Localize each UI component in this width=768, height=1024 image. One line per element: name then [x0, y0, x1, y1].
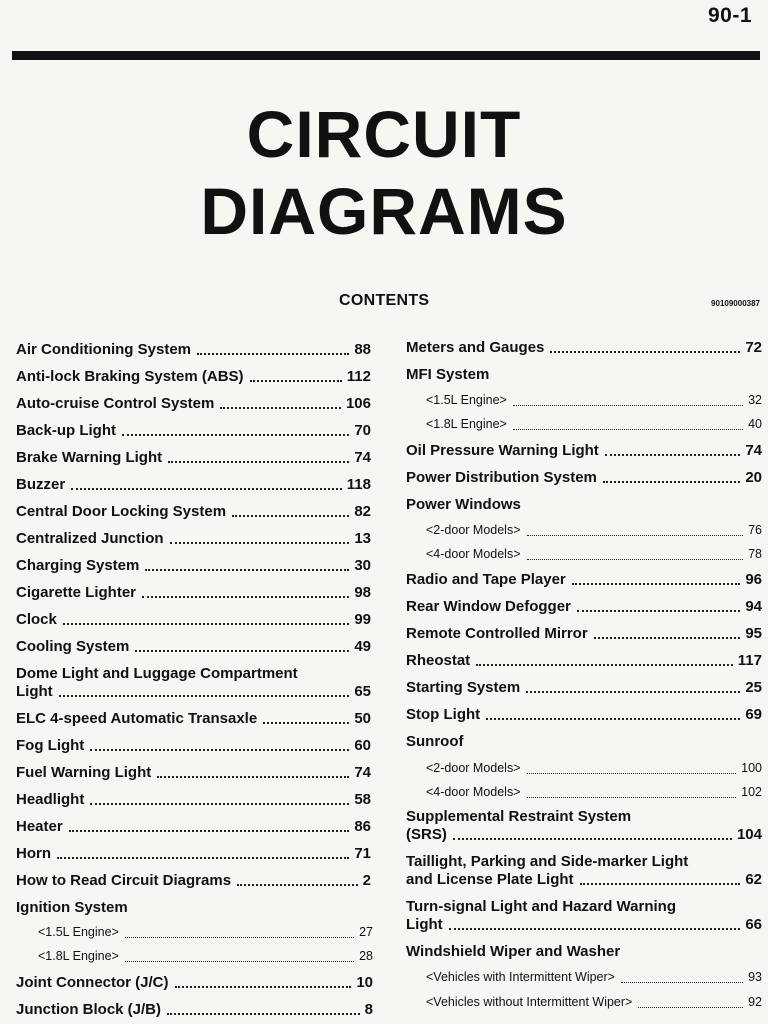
dot-leader [90, 803, 349, 805]
toc-entry-dome-light-line1[interactable]: Dome Light and Luggage Compartment [16, 665, 298, 682]
entry-page: 82 [354, 503, 371, 520]
toc-entry-sunroof-2door[interactable] [426, 759, 762, 777]
dot-leader [135, 650, 349, 652]
entry-label: Heater [16, 818, 63, 835]
dot-leader [513, 405, 743, 406]
toc-entry-sunroof-4door[interactable] [426, 783, 762, 801]
toc-entry-headlight[interactable] [16, 791, 371, 809]
entry-page: 102 [741, 785, 762, 799]
entry-page: 74 [354, 764, 371, 781]
toc-entry-taillight-line1[interactable]: Taillight, Parking and Side-marker Light [406, 853, 689, 870]
dot-leader [59, 695, 350, 697]
toc-entry-abs[interactable] [16, 368, 371, 386]
toc-entry-srs-line1[interactable]: Supplemental Restraint System [406, 808, 632, 825]
entry-page: 76 [748, 523, 762, 537]
entry-page: 92 [748, 995, 762, 1009]
entry-page: 100 [741, 761, 762, 775]
entry-page: 2 [362, 872, 371, 889]
toc-entry-horn[interactable] [16, 845, 371, 863]
entry-label: (SRS) [406, 826, 447, 843]
dot-leader [453, 838, 732, 840]
entry-label: Junction Block (J/B) [16, 1001, 162, 1018]
dot-leader [232, 515, 349, 517]
toc-entry-turn-signal-line1[interactable]: Turn-signal Light and Hazard Warning [406, 898, 676, 915]
entry-page: 118 [346, 476, 371, 493]
entry-page: 104 [736, 826, 762, 843]
entry-page: 74 [745, 442, 762, 459]
entry-page: 78 [748, 547, 762, 561]
dot-leader [157, 776, 349, 778]
entry-label: Back-up Light [16, 422, 116, 439]
toc-heading-ignition: Ignition System [16, 899, 128, 916]
dot-leader [197, 353, 349, 355]
entry-page: 106 [345, 395, 371, 412]
entry-page: 30 [354, 557, 371, 574]
dot-leader [486, 718, 740, 720]
dot-leader [71, 488, 342, 490]
toc-entry-charging[interactable] [16, 557, 371, 575]
entry-page: 20 [745, 469, 762, 486]
entry-page: 32 [748, 393, 762, 407]
dot-leader [638, 1007, 743, 1008]
entry-label: Remote Controlled Mirror [406, 625, 588, 642]
toc-entry-fog-light[interactable] [16, 737, 371, 755]
dot-leader [122, 434, 349, 436]
entry-page: 86 [354, 818, 371, 835]
dot-leader [263, 722, 349, 724]
entry-label: <2-door Models> [426, 523, 521, 537]
toc-entry-power-distribution[interactable] [406, 469, 762, 487]
toc-entry-junction-block[interactable] [16, 1001, 373, 1019]
toc-entry-radio[interactable] [406, 571, 762, 589]
contents-heading: CONTENTS [339, 292, 430, 309]
entry-label: Meters and Gauges [406, 339, 545, 356]
toc-entry-how-to-read[interactable] [16, 872, 371, 890]
entry-label: Central Door Locking System [16, 503, 227, 520]
entry-page: 71 [354, 845, 371, 862]
entry-label: Power Distribution System [406, 469, 597, 486]
dot-leader [63, 623, 349, 625]
toc-entry-wiper-no-intermittent[interactable] [426, 993, 762, 1011]
dot-leader [550, 351, 740, 353]
toc-entry-turn-signal[interactable] [406, 916, 762, 934]
entry-label: Rear Window Defogger [406, 598, 571, 615]
toc-entry-taillight[interactable] [406, 871, 762, 889]
entry-page: 70 [354, 422, 371, 439]
entry-page: 95 [745, 625, 762, 642]
entry-page: 49 [354, 638, 371, 655]
entry-label: Cigarette Lighter [16, 584, 137, 601]
entry-page: 60 [354, 737, 371, 754]
toc-entry-wiper-intermittent[interactable] [426, 968, 762, 986]
toc-entry-rheostat[interactable] [406, 652, 762, 670]
dot-leader [527, 773, 737, 774]
entry-label: How to Read Circuit Diagrams [16, 872, 232, 889]
toc-entry-buzzer[interactable] [16, 476, 371, 494]
document-code: 90109000387 [711, 299, 760, 308]
toc-entry-backup-light[interactable] [16, 422, 371, 440]
toc-entry-pw-2door[interactable] [426, 521, 762, 539]
entry-page: 96 [745, 571, 762, 588]
toc-entry-clock[interactable] [16, 611, 371, 629]
entry-label: <1.5L Engine> [426, 393, 507, 407]
entry-label: <1.8L Engine> [426, 417, 507, 431]
dot-leader [527, 535, 744, 536]
entry-page: 13 [354, 530, 371, 547]
entry-label: Charging System [16, 557, 140, 574]
entry-page: 69 [745, 706, 762, 723]
entry-page: 58 [354, 791, 371, 808]
entry-page: 25 [745, 679, 762, 696]
entry-page: 28 [359, 949, 373, 963]
toc-entry-cigarette-lighter[interactable] [16, 584, 371, 602]
toc-entry-cooling[interactable] [16, 638, 371, 656]
dot-leader [167, 1013, 360, 1015]
toc-entry-heater[interactable] [16, 818, 371, 836]
toc-entry-mfi-15[interactable] [426, 391, 762, 409]
entry-label: Air Conditioning System [16, 341, 192, 358]
entry-page: 72 [745, 339, 762, 356]
entry-label: Oil Pressure Warning Light [406, 442, 599, 459]
entry-page: 74 [354, 449, 371, 466]
dot-leader [603, 481, 740, 483]
entry-page: 88 [354, 341, 371, 358]
dot-leader [168, 461, 349, 463]
toc-entry-joint-connector[interactable] [16, 974, 373, 992]
toc-entry-stop-light[interactable] [406, 706, 762, 724]
dot-leader [476, 664, 733, 666]
title-line-1: CIRCUIT [246, 97, 522, 171]
entry-label: Clock [16, 611, 57, 628]
entry-label: Fog Light [16, 737, 85, 754]
page-number: 90-1 [707, 4, 752, 27]
toc-entry-pw-4door[interactable] [426, 545, 762, 563]
entry-label: Anti-lock Braking System (ABS) [16, 368, 244, 385]
dot-leader [527, 797, 737, 798]
entry-label: Brake Warning Light [16, 449, 163, 466]
entry-label: Radio and Tape Player [406, 571, 566, 588]
dot-leader [580, 883, 741, 885]
entry-page: 27 [359, 925, 373, 939]
toc-entry-rear-defogger[interactable] [406, 598, 762, 616]
header-rule [12, 51, 760, 60]
entry-label: Fuel Warning Light [16, 764, 152, 781]
entry-label: Buzzer [16, 476, 66, 493]
entry-label: and License Plate Light [406, 871, 574, 888]
toc-entry-oil-pressure[interactable] [406, 442, 762, 460]
entry-label: Rheostat [406, 652, 471, 669]
dot-leader [572, 583, 741, 585]
toc-entry-ignition-15[interactable] [38, 923, 373, 941]
entry-label: Starting System [406, 679, 521, 696]
entry-page: 10 [356, 974, 373, 991]
toc-heading-sunroof: Sunroof [406, 733, 464, 750]
entry-label: Joint Connector (J/C) [16, 974, 169, 991]
entry-label: <4-door Models> [426, 547, 521, 561]
title-line-2: DIAGRAMS [200, 174, 568, 248]
dot-leader [513, 429, 743, 430]
entry-page: 117 [737, 652, 762, 669]
entry-page: 50 [354, 710, 371, 727]
toc-entry-srs[interactable] [406, 826, 762, 844]
toc-entry-central-door[interactable] [16, 503, 371, 521]
entry-label: Light [406, 916, 443, 933]
dot-leader [69, 830, 350, 832]
entry-page: 99 [354, 611, 371, 628]
toc-entry-meters[interactable] [406, 339, 762, 357]
dot-leader [527, 559, 744, 560]
dot-leader [621, 982, 743, 983]
toc-entry-dome-light[interactable] [16, 683, 371, 701]
toc-entry-fuel-warning[interactable] [16, 764, 371, 782]
entry-label: Cooling System [16, 638, 130, 655]
toc-entry-remote-mirror[interactable] [406, 625, 762, 643]
toc-heading-mfi: MFI System [406, 366, 490, 383]
dot-leader [605, 454, 741, 456]
toc-heading-power-windows: Power Windows [406, 496, 521, 513]
dot-leader [57, 857, 349, 859]
toc-entry-brake-warning[interactable] [16, 449, 371, 467]
entry-page: 94 [745, 598, 762, 615]
dot-leader [145, 569, 349, 571]
dot-leader [250, 380, 342, 382]
entry-label: Headlight [16, 791, 85, 808]
entry-page: 112 [346, 368, 371, 385]
toc-entry-elc[interactable] [16, 710, 371, 728]
dot-leader [577, 610, 740, 612]
toc-entry-centralized-junction[interactable] [16, 530, 371, 548]
page-title [0, 96, 768, 250]
entry-label: <2-door Models> [426, 761, 521, 775]
entry-page: 98 [354, 584, 371, 601]
entry-page: 93 [748, 970, 762, 984]
toc-entry-auto-cruise[interactable] [16, 395, 371, 413]
entry-label: Auto-cruise Control System [16, 395, 215, 412]
toc-entry-air-conditioning[interactable] [16, 341, 371, 359]
entry-page: 66 [745, 916, 762, 933]
entry-page: 40 [748, 417, 762, 431]
entry-label: <4-door Models> [426, 785, 521, 799]
entry-label: <Vehicles without Intermittent Wiper> [426, 995, 633, 1009]
dot-leader [237, 884, 358, 886]
dot-leader [142, 596, 349, 598]
toc-entry-mfi-18[interactable] [426, 415, 762, 433]
entry-page: 62 [745, 871, 762, 888]
entry-label: <1.8L Engine> [38, 949, 119, 963]
entry-label: Horn [16, 845, 51, 862]
entry-label: Light [16, 683, 53, 700]
dot-leader [220, 407, 341, 409]
dot-leader [170, 542, 350, 544]
entry-label: ELC 4-speed Automatic Transaxle [16, 710, 258, 727]
toc-entry-ignition-18[interactable] [38, 947, 373, 965]
dot-leader [175, 986, 352, 988]
entry-page: 8 [364, 1001, 373, 1018]
dot-leader [594, 637, 741, 639]
dot-leader [125, 937, 354, 938]
dot-leader [449, 928, 741, 930]
toc-heading-wiper: Windshield Wiper and Washer [406, 943, 621, 960]
entry-label: Stop Light [406, 706, 481, 723]
dot-leader [526, 691, 740, 693]
entry-label: <1.5L Engine> [38, 925, 119, 939]
entry-page: 65 [354, 683, 371, 700]
entry-label: <Vehicles with Intermittent Wiper> [426, 970, 615, 984]
toc-entry-starting[interactable] [406, 679, 762, 697]
dot-leader [90, 749, 349, 751]
entry-label: Centralized Junction [16, 530, 164, 547]
dot-leader [125, 961, 354, 962]
